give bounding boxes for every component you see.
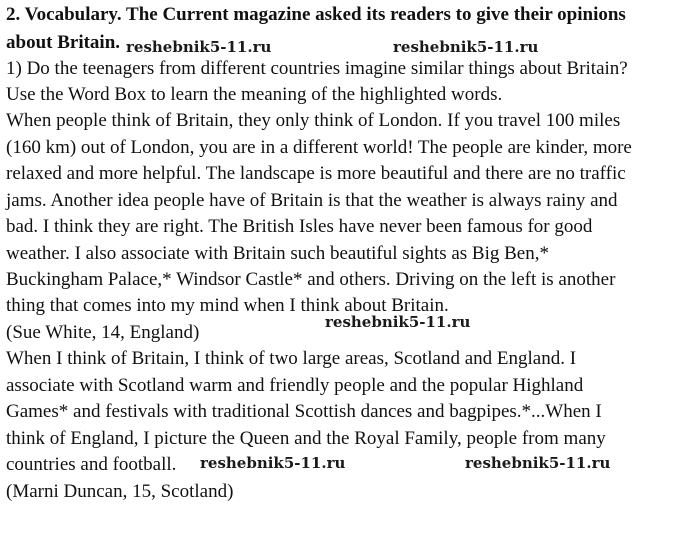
exercise-heading: 2. Vocabulary. The Current magazine asked its readers to give their opinions — [6, 4, 626, 25]
watermark-text: reshebnik5-11.ru — [126, 38, 272, 56]
opinion1-line: (160 km) out of London, you are in a different world! The people are kinder, more — [6, 137, 632, 158]
opinion2-line: associate with Scotland warm and friendly people and the popular Highland — [6, 375, 584, 396]
opinion2-line: think of England, I picture the Queen and the Royal Family, people from many — [6, 428, 606, 449]
opinion2-line: countries and football. — [6, 454, 177, 475]
opinion2-line: Games* and festivals with traditional Scottish dances and bagpipes.*...When I — [6, 401, 602, 422]
opinion2-line: When I think of Britain, I think of two large areas, Scotland and England. I — [6, 348, 577, 369]
opinion1-line: thing that comes into my mind when I think about Britain. — [6, 295, 449, 316]
opinion1-line: When people think of Britain, they only think of London. If you travel 100 miles — [6, 110, 621, 131]
opinion1-line: bad. I think they are right. The British Isles have never been famous for good — [6, 216, 593, 237]
opinion1-line: relaxed and more helpful. The landscape is more beautiful and there are no traffic — [6, 163, 626, 184]
watermark-text: reshebnik5-11.ru — [325, 313, 471, 331]
opinion1-author: (Sue White, 14, England) — [6, 322, 200, 343]
task-instruction-continued: Use the Word Box to learn the meaning of the highlighted words. — [6, 84, 503, 105]
watermark-text: reshebnik5-11.ru — [393, 38, 539, 56]
task-instruction: 1) Do the teenagers from different countries imagine similar things about Britain? — [6, 58, 628, 79]
watermark-text: reshebnik5-11.ru — [465, 454, 611, 472]
opinion1-line: weather. I also associate with Britain such beautiful sights as Big Ben,* — [6, 243, 549, 264]
opinion2-author: (Marni Duncan, 15, Scotland) — [6, 481, 234, 502]
opinion1-line: Buckingham Palace,* Windsor Castle* and others. Driving on the left is another — [6, 269, 616, 290]
watermark-text: reshebnik5-11.ru — [200, 454, 346, 472]
opinion1-line: jams. Another idea people have of Britain is that the weather is always rainy and — [6, 190, 618, 211]
exercise-heading-continued: about Britain. — [6, 32, 121, 53]
